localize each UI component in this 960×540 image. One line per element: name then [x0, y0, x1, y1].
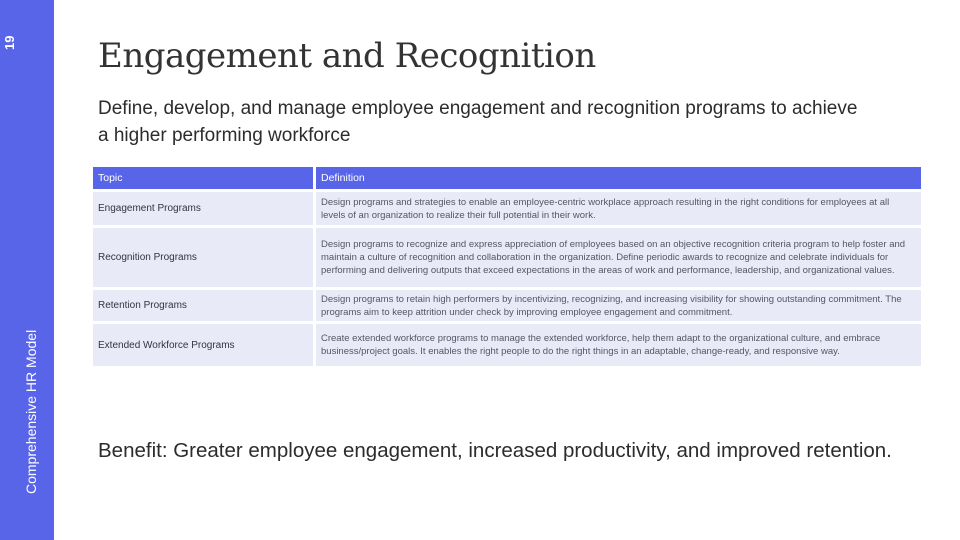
- table-header-row: [93, 167, 921, 189]
- table-row: [93, 192, 921, 225]
- benefit-statement: Benefit: Greater employee engagement, increased productivity, and improved retention.: [98, 439, 892, 462]
- table-row: [93, 228, 921, 287]
- definition-cell: Create extended workforce programs to manage the extended workforce, help them adapt to the organizational culture, and embrace business/project goals. It enables the right people to do the right things in an adaptable, change-ready, and responsive way.: [316, 324, 921, 366]
- topics-table: [90, 164, 924, 369]
- page-number: 19: [2, 35, 17, 50]
- table-row: [93, 290, 921, 321]
- topic-cell: Extended Workforce Programs: [93, 324, 313, 366]
- topic-cell: Engagement Programs: [93, 192, 313, 225]
- page-title: Engagement and Recognition: [98, 36, 596, 76]
- topic-cell: Recognition Programs: [93, 228, 313, 287]
- sidebar-band: [0, 0, 54, 540]
- definition-cell: Design programs to retain high performers by incentivizing, recognizing, and increasing visibility for showing outstanding commitment. The programs aim to keep attrition under check by improving employee engagement and commitment.: [316, 290, 921, 321]
- page-subtitle: Define, develop, and manage employee engagement and recognition programs to achieve a higher performing workforce: [98, 98, 858, 146]
- topic-cell: Retention Programs: [93, 290, 313, 321]
- table-row: [93, 324, 921, 366]
- column-header-definition: Definition: [316, 167, 921, 189]
- definition-cell: Design programs to recognize and express appreciation of employees based on an objective recognition criteria program to help foster and maintain a culture of recognition and collaboration in the organization. Define periodic awards to recognize and celebrate individuals for performing and delivering outputs that exceed expectations in the areas of work and performance, leadership, and organizational values.: [316, 228, 921, 287]
- side-label: Comprehensive HR Model: [23, 329, 39, 494]
- column-header-topic: Topic: [93, 167, 313, 189]
- definition-cell: Design programs and strategies to enable an employee-centric workplace approach resulting in the right conditions for employees at all levels of an organization to realize their full potential in their work.: [316, 192, 921, 225]
